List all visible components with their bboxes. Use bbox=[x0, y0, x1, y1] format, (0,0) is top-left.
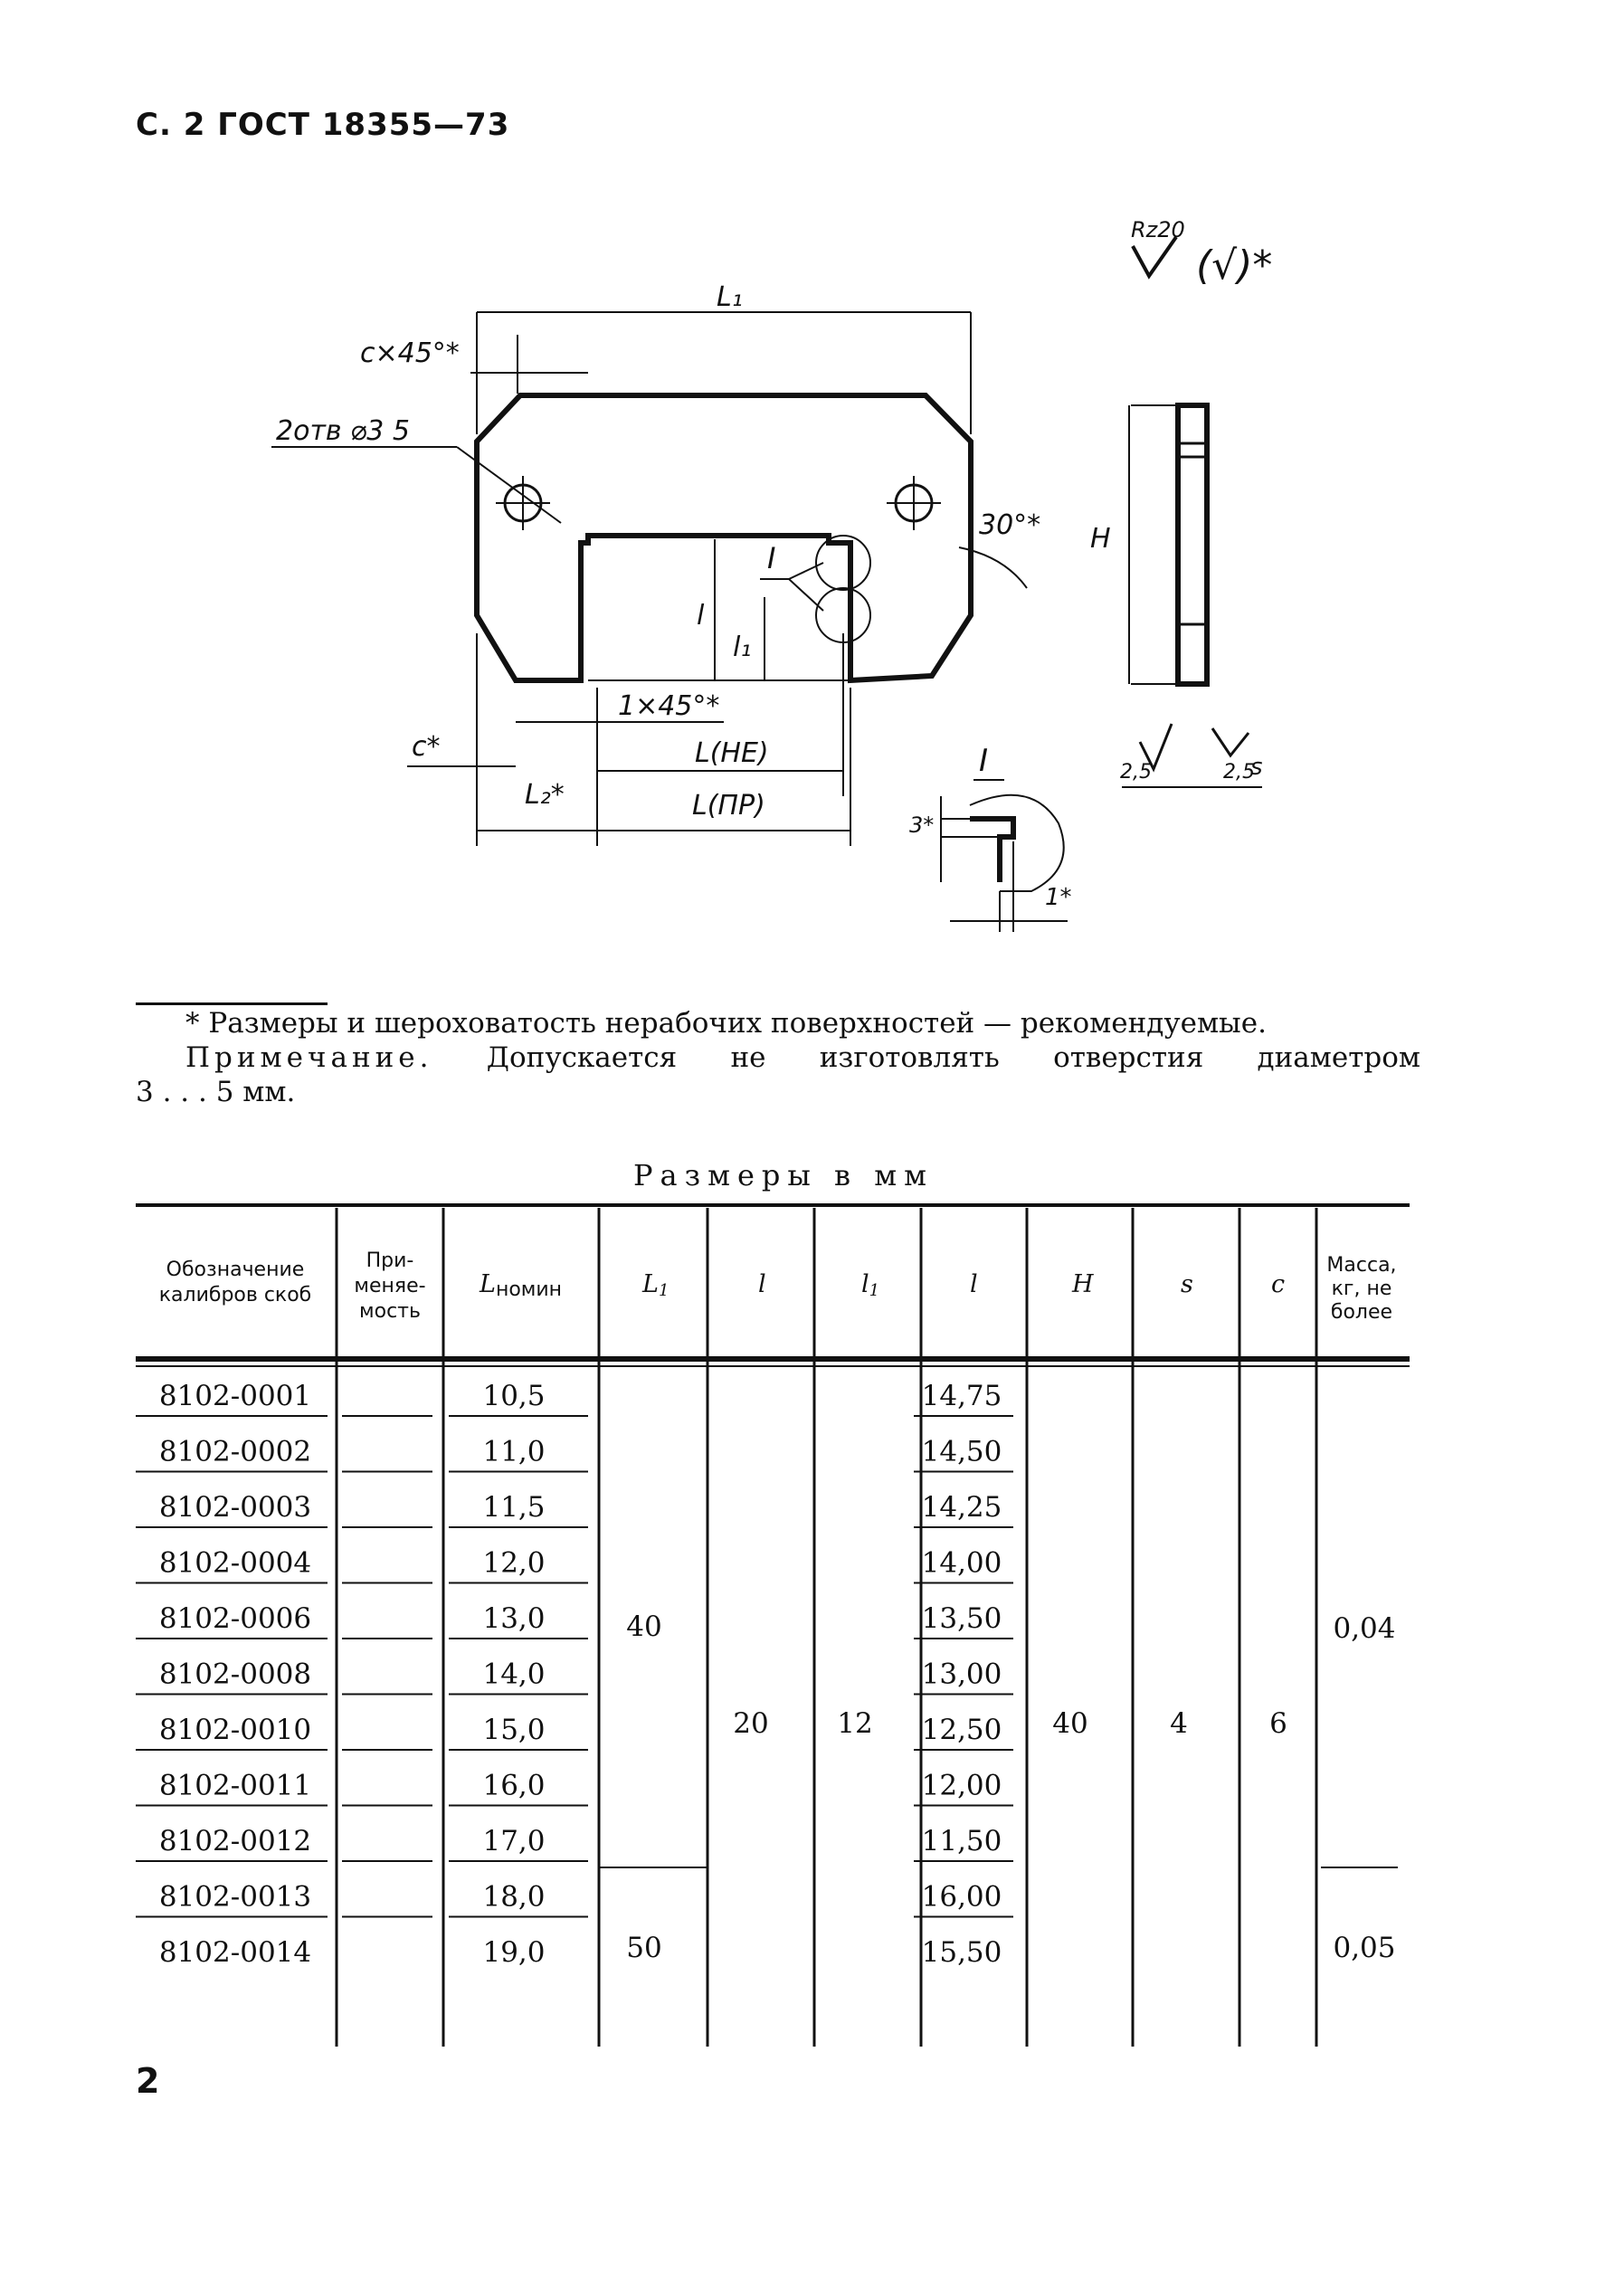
roughness-alt-label: (√)* bbox=[1196, 242, 1273, 289]
th-l-second: l bbox=[970, 1270, 978, 1298]
cell-designation: 8102-0002 bbox=[158, 1435, 312, 1468]
page-header: С. 2 ГОСТ 18355—73 bbox=[136, 107, 510, 143]
dim-chamfer-1: 1×45°* bbox=[618, 690, 720, 722]
table-caption: Размеры в мм bbox=[633, 1158, 934, 1192]
cell-designation: 8102-0006 bbox=[158, 1602, 312, 1635]
cell-l-second: 13,50 bbox=[921, 1602, 1002, 1635]
cell-l-second: 11,50 bbox=[921, 1825, 1002, 1857]
cell-L1-50: 50 bbox=[626, 1932, 662, 1964]
note-label: Примечание. bbox=[185, 1041, 433, 1074]
cell-designation: 8102-0011 bbox=[158, 1769, 312, 1802]
cell-lnom: 16,0 bbox=[482, 1769, 546, 1802]
cell-lnom: 19,0 bbox=[482, 1936, 546, 1969]
roughness-label: Rz20 bbox=[1131, 217, 1185, 242]
th-L1: L1 bbox=[642, 1270, 670, 1300]
cell-l-second: 14,75 bbox=[921, 1380, 1002, 1412]
th-lnom: Lномин bbox=[480, 1270, 563, 1301]
dim-L-NE: L(НЕ) bbox=[695, 737, 769, 769]
cell-s-4: 4 bbox=[1170, 1707, 1188, 1740]
cell-l-20: 20 bbox=[733, 1707, 769, 1740]
th-mass-1: Масса, bbox=[1326, 1254, 1397, 1277]
cell-c-6: 6 bbox=[1269, 1707, 1287, 1740]
th-s: s bbox=[1181, 1270, 1193, 1298]
dim-chamfer-c: c×45°* bbox=[360, 337, 460, 369]
th-mass-2: кг, не bbox=[1331, 1278, 1392, 1300]
cell-lnom: 10,5 bbox=[482, 1380, 546, 1412]
cell-L1-40: 40 bbox=[626, 1610, 662, 1643]
cell-lnom: 17,0 bbox=[482, 1825, 546, 1857]
cell-l-second: 15,50 bbox=[921, 1936, 1002, 1969]
page-number: 2 bbox=[136, 2061, 160, 2101]
cell-designation: 8102-0014 bbox=[158, 1936, 312, 1969]
cell-lnom: 15,0 bbox=[482, 1714, 546, 1746]
rough-2-5: 2,5 bbox=[1120, 761, 1152, 784]
cell-mass-005: 0,05 bbox=[1333, 1932, 1396, 1964]
cell-l-second: 14,00 bbox=[921, 1546, 1002, 1580]
cell-l-second: 14,50 bbox=[921, 1435, 1002, 1468]
dim-holes: 2отв ⌀3 5 bbox=[276, 415, 410, 447]
th-mass-3: более bbox=[1330, 1301, 1393, 1324]
cell-lnom: 12,0 bbox=[482, 1546, 546, 1580]
dim-angle: 30°* bbox=[979, 509, 1041, 541]
note-text-continued: 3 . . . 5 мм. bbox=[136, 1076, 296, 1108]
dim-c-star: c* bbox=[412, 731, 441, 763]
th-H: H bbox=[1072, 1270, 1094, 1298]
cell-lnom: 11,0 bbox=[482, 1435, 546, 1468]
th-c: c bbox=[1271, 1270, 1286, 1298]
cell-l-second: 16,00 bbox=[921, 1880, 1002, 1914]
cell-l-second: 12,00 bbox=[921, 1769, 1002, 1802]
th-l1: l1 bbox=[861, 1270, 880, 1300]
cell-designation: 8102-0008 bbox=[158, 1658, 312, 1691]
th-designation-2: калибров скоб bbox=[158, 1284, 312, 1306]
detail-title: I bbox=[979, 743, 989, 779]
rough-s-value: 2,5 bbox=[1223, 761, 1255, 784]
th-l: l bbox=[758, 1270, 766, 1298]
th-designation-1: Обозначение bbox=[166, 1259, 305, 1281]
dim-L2: L₂* bbox=[525, 779, 565, 811]
dim-l1: l₁ bbox=[733, 632, 752, 663]
cell-l-second: 12,50 bbox=[921, 1714, 1002, 1746]
footnote: * Размеры и шероховатость нерабочих поверхностей — рекомендуемые. bbox=[185, 1007, 1267, 1040]
th-usage-1: При- bbox=[366, 1249, 414, 1272]
dim-L-PR: L(ПР) bbox=[692, 790, 765, 822]
dim-s: s bbox=[1250, 754, 1263, 781]
detail-dim-1: 1* bbox=[1045, 884, 1072, 911]
cell-designation: 8102-0012 bbox=[158, 1825, 312, 1857]
cell-lnom: 14,0 bbox=[482, 1658, 546, 1691]
cell-designation: 8102-0004 bbox=[158, 1546, 312, 1580]
note-text: Допускается не изготовлять отверстия диаметром bbox=[486, 1041, 1420, 1074]
cell-l1-12: 12 bbox=[837, 1707, 873, 1740]
cell-lnom: 13,0 bbox=[482, 1602, 546, 1635]
cell-designation: 8102-0001 bbox=[158, 1380, 312, 1412]
cell-designation: 8102-0003 bbox=[158, 1491, 312, 1524]
dim-l: l bbox=[697, 600, 705, 632]
cell-H-40: 40 bbox=[1052, 1707, 1088, 1740]
th-usage-2: меняе- bbox=[354, 1275, 426, 1297]
cell-l-second: 14,25 bbox=[921, 1491, 1002, 1524]
dim-H: H bbox=[1090, 523, 1111, 555]
detail-dim-3: 3* bbox=[909, 812, 935, 838]
cell-lnom: 18,0 bbox=[482, 1880, 546, 1914]
detail-ref-label: I bbox=[767, 541, 776, 575]
cell-lnom: 11,5 bbox=[482, 1491, 546, 1524]
cell-designation: 8102-0013 bbox=[158, 1880, 312, 1914]
cell-designation: 8102-0010 bbox=[158, 1714, 312, 1746]
cell-l-second: 13,00 bbox=[921, 1658, 1002, 1691]
cell-mass-004: 0,04 bbox=[1333, 1612, 1396, 1645]
th-usage-3: мость bbox=[359, 1300, 421, 1323]
table-body bbox=[136, 1380, 1013, 1969]
dim-L1: L₁ bbox=[717, 281, 743, 313]
